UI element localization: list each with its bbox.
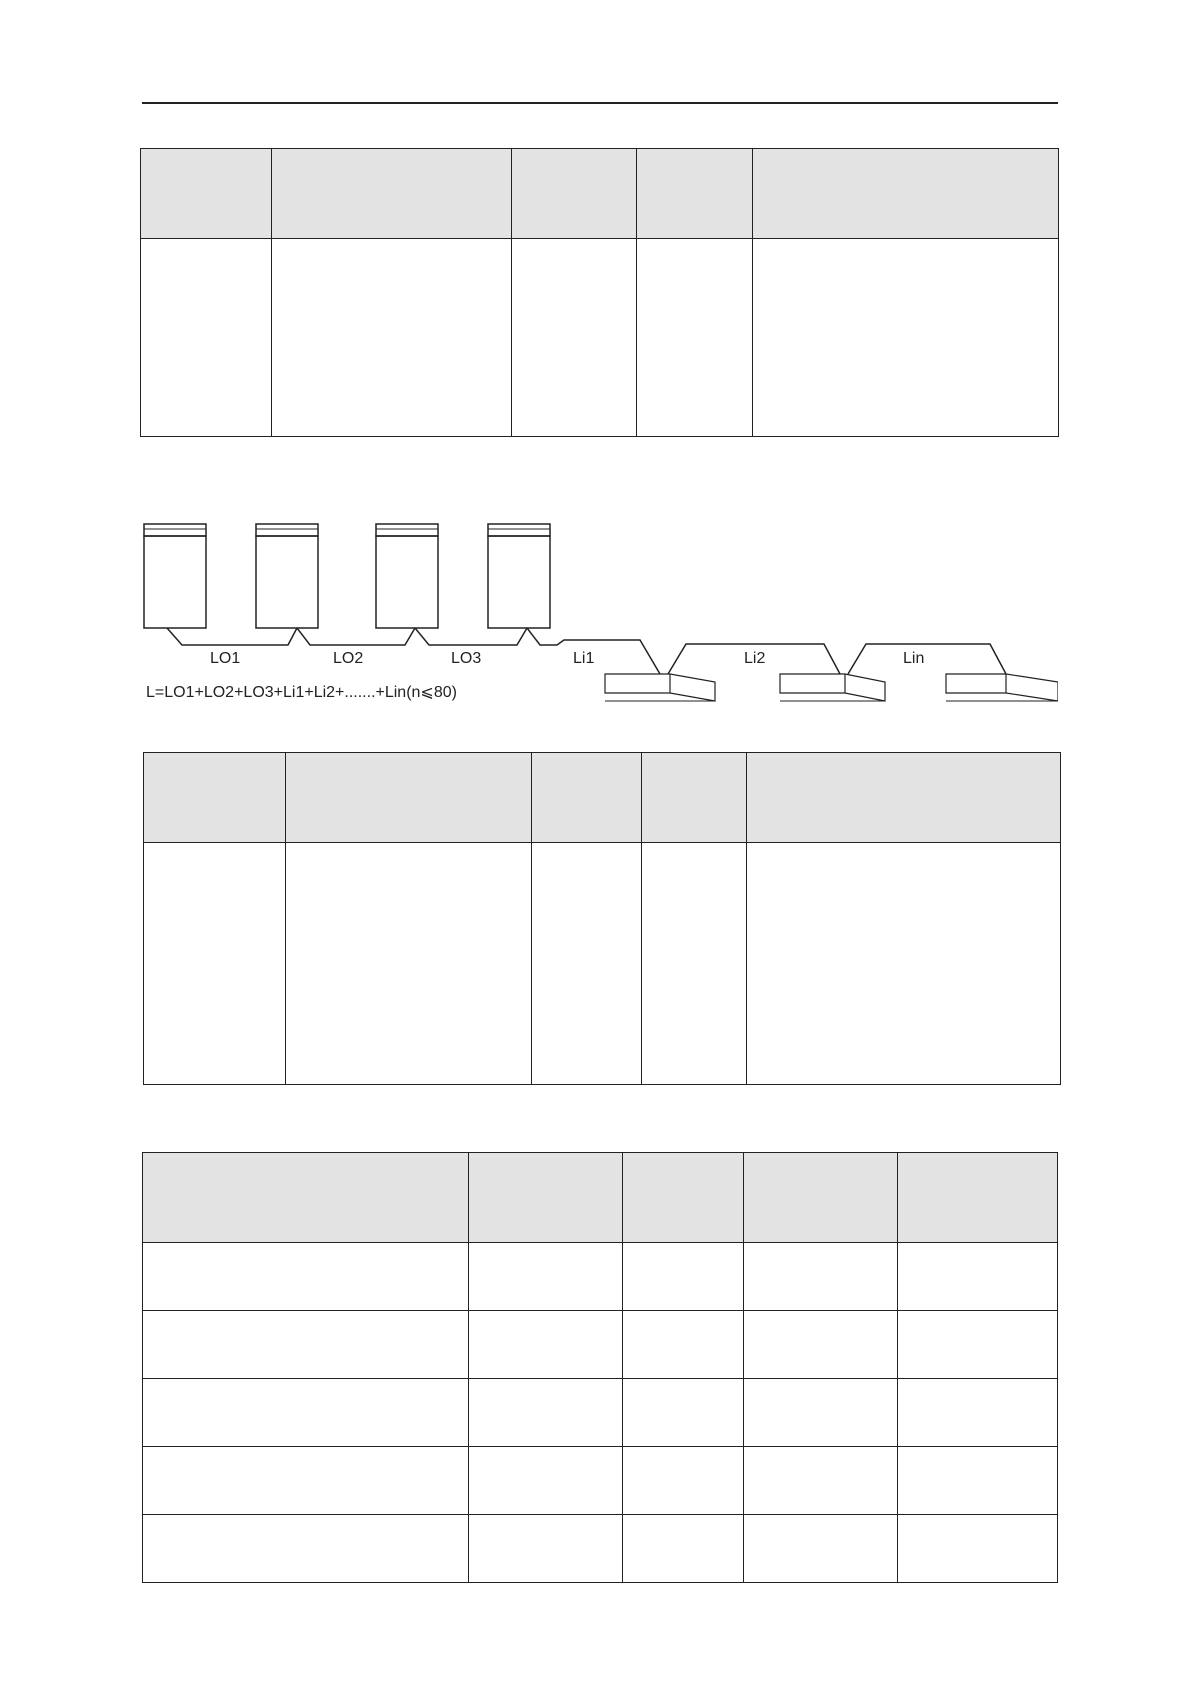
table-cell	[623, 1379, 744, 1447]
table-cell	[469, 1243, 623, 1311]
table-row	[143, 1515, 1058, 1583]
table-cell	[143, 1515, 469, 1583]
label-li1: Li1	[573, 650, 595, 667]
pipe-lo3	[415, 628, 527, 645]
outdoor-unit-3	[376, 524, 438, 628]
table-cell	[469, 1447, 623, 1515]
table-1	[140, 148, 1059, 437]
header-cell	[512, 149, 637, 239]
table-cell	[143, 1243, 469, 1311]
pipe-lin	[848, 644, 1006, 674]
table-row	[143, 1447, 1058, 1515]
length-formula: L=LO1+LO2+LO3+Li1+Li2+.......+Lin(n⩽80)	[146, 684, 457, 701]
table-cell	[747, 843, 1061, 1085]
table-cell	[753, 239, 1059, 437]
table-cell	[143, 1379, 469, 1447]
outdoor-unit-4	[488, 524, 550, 628]
table-3	[142, 1152, 1058, 1583]
table-cell	[744, 1515, 898, 1583]
header-cell	[898, 1153, 1058, 1243]
table-cell	[141, 239, 272, 437]
table-cell	[532, 843, 642, 1085]
table-cell	[637, 239, 753, 437]
table-row	[144, 843, 1061, 1085]
header-cell	[623, 1153, 744, 1243]
table-cell	[744, 1379, 898, 1447]
header-rule	[142, 102, 1058, 104]
table-cell	[623, 1243, 744, 1311]
table-cell	[898, 1311, 1058, 1379]
table-row	[143, 1243, 1058, 1311]
table-row	[143, 1379, 1058, 1447]
table-header-row	[143, 1153, 1058, 1243]
indoor-unit-3	[946, 674, 1058, 701]
table-cell	[143, 1447, 469, 1515]
header-cell	[141, 149, 272, 239]
label-lo3: LO3	[451, 650, 482, 667]
table-cell	[744, 1447, 898, 1515]
table-cell	[469, 1379, 623, 1447]
pipe-lo2	[297, 628, 415, 645]
table-cell	[144, 843, 286, 1085]
indoor-unit-1	[605, 674, 715, 701]
table-cell	[898, 1515, 1058, 1583]
header-cell	[286, 753, 532, 843]
piping-diagram	[140, 516, 1058, 712]
outdoor-unit-2	[256, 524, 318, 628]
table-cell	[898, 1447, 1058, 1515]
table-cell	[512, 239, 637, 437]
table-cell	[623, 1311, 744, 1379]
indoor-unit-2	[780, 674, 885, 701]
outdoor-unit-1	[144, 524, 206, 628]
table-cell	[744, 1311, 898, 1379]
table-row	[143, 1311, 1058, 1379]
header-cell	[637, 149, 753, 239]
header-cell	[642, 753, 747, 843]
header-cell	[744, 1153, 898, 1243]
header-cell	[143, 1153, 469, 1243]
table-cell	[469, 1515, 623, 1583]
table-row	[141, 239, 1059, 437]
label-li2: Li2	[744, 650, 766, 667]
header-cell	[144, 753, 286, 843]
table-cell	[286, 843, 532, 1085]
label-lo2: LO2	[333, 650, 364, 667]
header-cell	[469, 1153, 623, 1243]
table-header-row	[141, 149, 1059, 239]
label-lo1: LO1	[210, 650, 241, 667]
header-cell	[747, 753, 1061, 843]
label-lin: Lin	[903, 650, 925, 667]
table-cell	[898, 1379, 1058, 1447]
table-cell	[623, 1515, 744, 1583]
table-cell	[898, 1243, 1058, 1311]
header-cell	[532, 753, 642, 843]
table-cell	[642, 843, 747, 1085]
table-2	[143, 752, 1061, 1085]
table-cell	[272, 239, 512, 437]
header-cell	[272, 149, 512, 239]
pipe-lo1	[167, 628, 297, 645]
table-cell	[623, 1447, 744, 1515]
table-cell	[143, 1311, 469, 1379]
table-cell	[469, 1311, 623, 1379]
header-cell	[753, 149, 1059, 239]
table-cell	[744, 1243, 898, 1311]
table-header-row	[144, 753, 1061, 843]
